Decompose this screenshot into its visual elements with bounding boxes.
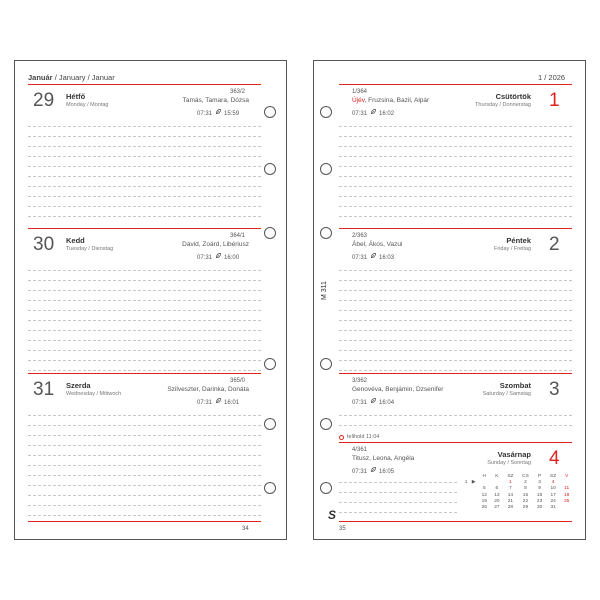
day-count: 2/363 [352,233,368,239]
binder-hole [264,418,276,430]
weekday-translation: Tuesday / Dienstag [66,246,114,252]
mini-calendar-header: V [565,474,569,479]
sunset-time: 15:59 [224,111,240,117]
ruled-line [339,216,572,217]
ruled-line [28,320,261,321]
ruled-line [339,330,572,331]
ruled-line [28,136,261,137]
ruled-line [28,300,261,301]
mini-calendar-header: K [495,474,499,479]
day-number: 29 [33,90,55,111]
day-divider [339,442,572,443]
left-page-title: Január / January / Januar [28,73,115,82]
mini-calendar-cell: ▶ [471,480,476,486]
ruled-line [28,206,261,207]
binder-hole [264,482,276,494]
day-number: 31 [33,379,55,400]
ruled-line [339,166,572,167]
weekday-translation: Thursday / Donnerstag [475,102,531,108]
mini-calendar-cell: 8 [524,486,527,492]
ruled-line [28,196,261,197]
ruled-line [339,146,572,147]
mini-calendar-cell: 5 [482,486,486,492]
sunrise-time: 07:31 [197,255,213,261]
ruled-line [339,300,572,301]
mini-calendar-cell [469,505,478,511]
weekday-name: Hétfő [66,92,86,101]
sun-icon [215,111,222,117]
mini-calendar-cell: 17 [550,492,556,498]
ruled-line [339,320,572,321]
sunrise-time: 07:31 [352,255,368,261]
bottom-line [28,521,261,522]
sunset-time: 16:01 [224,400,240,406]
right-page-title: 1 / 2026 [538,73,566,82]
mini-calendar-header: SZ [507,474,514,479]
ruled-line [339,350,572,351]
ruled-line [339,340,572,341]
mini-calendar [463,474,573,511]
ruled-line [28,465,261,466]
sun-times [352,252,394,261]
mini-calendar-cell: 22 [522,498,529,504]
weekday-name: Szerda [66,381,91,390]
weekday-translation: Monday / Montag [66,102,109,108]
ruled-line [339,206,572,207]
mini-calendar-cell: 4 [551,480,555,486]
day-count: 365/0 [230,378,246,384]
mini-calendar-cell [560,505,573,511]
sun-times [352,108,394,117]
name-days: Tamás, Tamara, Dózsa [182,97,249,104]
mini-calendar-cell: 12 [481,492,487,498]
ruled-line [339,290,572,291]
ruled-line [339,425,572,426]
ruled-line [339,156,572,157]
weekday-translation: Wednesday / Mittwoch [66,391,122,397]
day-number: 1 [549,90,560,111]
ruled-line [28,485,261,486]
ruled-line [28,156,261,157]
weekday-name: Péntek [506,236,531,245]
name-days: Genovéva, Benjámin, Dzsenifer [352,386,444,393]
ruled-line [339,360,572,361]
sun-icon [370,255,377,261]
mini-calendar-cell: 19 [481,498,487,504]
sunset-time: 16:03 [379,255,395,261]
sunset-time: 16:00 [224,255,240,261]
ruled-line [28,360,261,361]
brand-logo-icon: S [328,508,337,522]
day-divider [339,84,572,85]
ruled-line [339,126,572,127]
ruled-line [339,482,457,483]
sunrise-time: 07:31 [197,400,213,406]
day-count: 364/1 [230,233,246,239]
binder-hole [320,163,332,175]
day-divider [28,373,261,374]
ruled-line [28,340,261,341]
bottom-line [339,521,572,522]
weekday-translation: Friday / Freitag [494,246,531,252]
ruled-line [28,270,261,271]
mini-calendar-cell: 20 [494,498,500,504]
holiday-name: Újév [352,97,365,104]
binder-hole [320,358,332,370]
ruled-line [28,475,261,476]
ruled-line [28,455,261,456]
weekday-translation: Saturday / Samstag [482,391,531,397]
mini-calendar-cell: 9 [538,486,541,492]
mini-calendar-cell: 2 [524,480,527,486]
sun-icon [215,255,222,261]
day-divider [28,84,261,85]
mini-calendar-cell: 7 [509,486,512,492]
weekday-name: Csütörtök [495,92,531,101]
ruled-line [28,445,261,446]
ruled-line [339,280,572,281]
ruled-line [339,196,572,197]
mini-calendar-cell: 30 [536,505,543,511]
sunset-time: 16:04 [379,400,395,406]
mini-calendar-cell: 10 [550,486,556,492]
day-divider [28,228,261,229]
mini-calendar-cell: 24 [550,498,556,504]
sun-times [352,397,394,406]
binder-hole [264,163,276,175]
ruled-line [339,370,572,371]
sun-icon [370,111,377,117]
day-count: 363/2 [230,89,246,95]
ruled-line [339,415,572,416]
mini-calendar-cell: 14 [507,492,514,498]
full-moon-icon [339,435,344,440]
ruled-line [339,492,457,493]
mini-calendar-header: CS [522,474,529,479]
mini-calendar-header: H [482,474,487,479]
ruled-line [28,415,261,416]
ruled-line [339,310,572,311]
ruled-line [339,512,457,513]
ruled-line [28,350,261,351]
day-number: 3 [549,379,560,400]
binder-hole [320,227,332,239]
product-code: M 311 [321,281,328,300]
mini-calendar-cell: 27 [494,505,500,511]
sunrise-time: 07:31 [352,111,368,117]
ruled-line [28,216,261,217]
weekday-name: Szombat [499,381,531,390]
ruled-line [28,515,261,516]
mini-calendar-header: SZ [550,474,557,479]
binder-hole [320,418,332,430]
mini-calendar-cell: 15 [522,492,529,498]
page-number: 34 [242,526,249,532]
name-days [352,97,429,104]
mini-calendar-cell: 6 [495,486,499,492]
mini-calendar-cell: 25 [564,498,570,504]
mini-calendar-cell: 3 [538,480,541,486]
sun-times [197,108,239,117]
ruled-line [339,270,572,271]
day-count: 4/361 [352,447,368,453]
binder-hole [264,106,276,118]
sunset-time: 16:05 [379,469,395,475]
mini-calendar-cell: 21 [507,498,514,504]
moon-phase-text: telihold 11:04 [347,434,380,440]
sun-icon [370,469,377,475]
sunset-time: 16:02 [379,111,395,117]
name-days: Szilveszter, Darinka, Donáta [167,386,249,393]
sunrise-time: 07:31 [352,469,368,475]
mini-calendar-cell: 13 [494,492,500,498]
ruled-line [28,330,261,331]
ruled-line [28,166,261,167]
ruled-line [28,495,261,496]
sun-icon [370,400,377,406]
ruled-line [28,176,261,177]
sun-times [197,397,239,406]
weekday-translation: Sunday / Sonntag [487,460,531,466]
weekday-name: Vasárnap [497,450,531,459]
ruled-line [339,502,457,503]
name-days: Ábel, Ákos, Vazul [352,241,403,248]
ruled-line [28,126,261,127]
name-days: Dávid, Zoárd, Libériusz [182,241,249,248]
ruled-line [28,310,261,311]
sunrise-time: 07:31 [352,400,368,406]
weekday-name: Kedd [66,236,85,245]
day-divider [339,228,572,229]
sun-times [197,252,239,261]
mini-calendar-cell: 23 [536,498,543,504]
mini-calendar-cell: 29 [522,505,529,511]
binder-hole [320,106,332,118]
mini-calendar-cell: 31 [550,505,556,511]
sunrise-time: 07:31 [197,111,213,117]
ruled-line [28,290,261,291]
page-number: 35 [339,526,346,532]
binder-hole [264,227,276,239]
ruled-line [28,435,261,436]
mini-calendar-cell: 11 [564,486,570,492]
ruled-line [28,280,261,281]
ruled-line [28,146,261,147]
day-number: 2 [549,234,560,255]
ruled-line [28,505,261,506]
ruled-line [339,186,572,187]
ruled-line [28,370,261,371]
mini-calendar-cell: 28 [507,505,514,511]
mini-calendar-cell: 18 [564,492,570,498]
mini-calendar-cell: 16 [536,492,543,498]
mini-calendar-header: P [538,474,542,479]
ruled-line [339,136,572,137]
mini-calendar-cell: 26 [481,505,487,511]
sun-icon [215,400,222,406]
day-number: 4 [549,448,560,469]
day-count: 3/362 [352,378,368,384]
binder-hole [320,482,332,494]
day-count: 1/364 [352,89,368,95]
binder-hole [264,358,276,370]
ruled-line [28,425,261,426]
names-list: , Fruzsina, Bazil, Alpár [364,97,430,104]
ruled-line [28,186,261,187]
sun-times [352,466,394,475]
mini-calendar-cell: 1 [464,480,468,486]
mini-calendar-cell: 1 [509,480,512,486]
name-days: Titusz, Leona, Angéla [352,455,415,462]
day-number: 30 [33,234,55,255]
ruled-line [339,176,572,177]
day-divider [339,373,572,374]
